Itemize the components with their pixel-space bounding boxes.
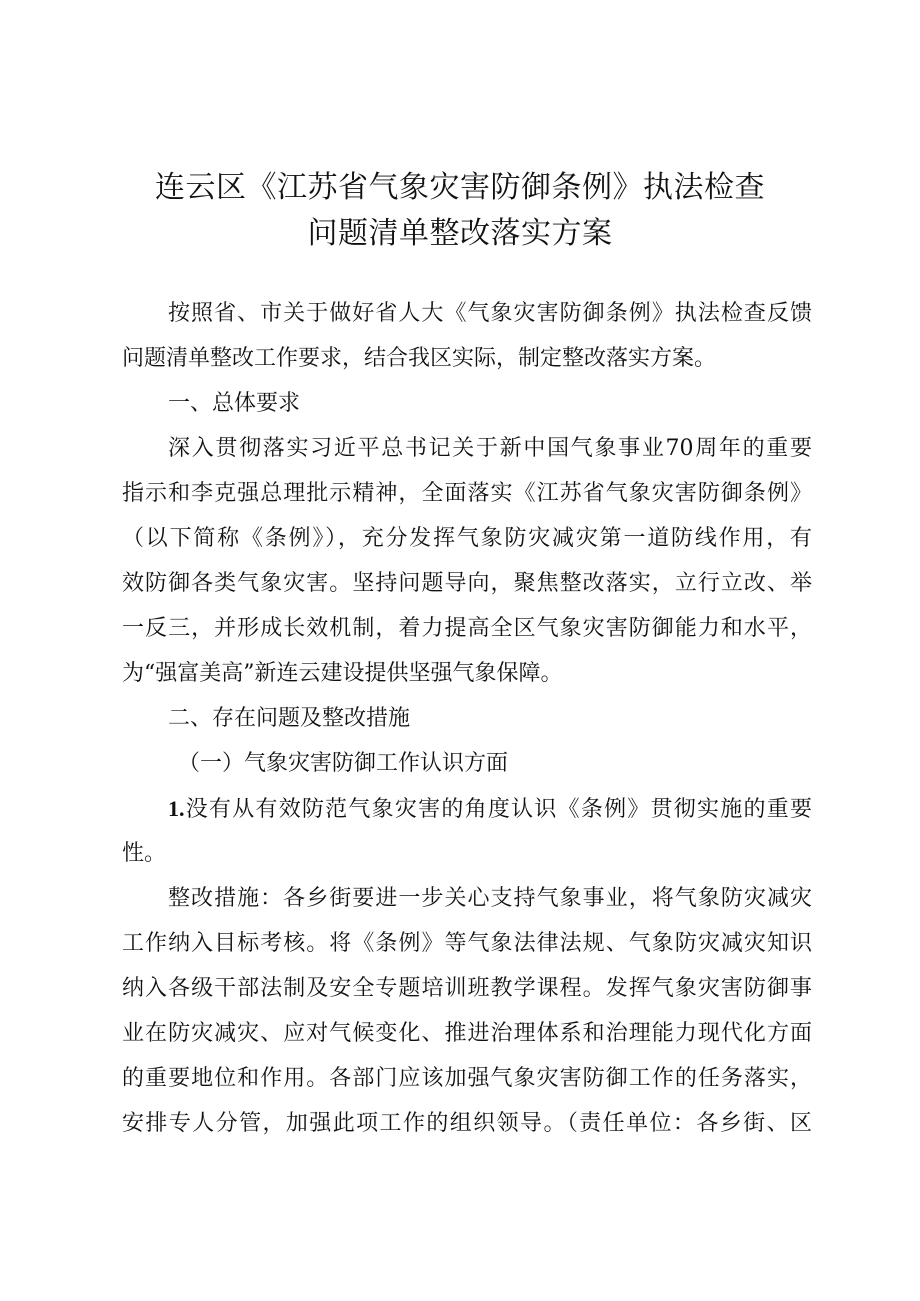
problem-item-number: 1. bbox=[168, 796, 185, 821]
document-title-line-2: 问题清单整改落实方案 bbox=[307, 216, 613, 251]
document-title-line-1: 连云区《江苏省气象灾害防御条例》执法检查 bbox=[155, 170, 765, 205]
measure-paragraph-line: 业在防灾减灾、应对气候变化、推进治理体系和治理能力现代化方面 bbox=[122, 1021, 812, 1046]
section1-paragraph-line: （以下简称《条例》），充分发挥气象防灾减灾第一道防线作用，有 bbox=[122, 526, 812, 551]
section1-paragraph-line: 深入贯彻落实习近平总书记关于新中国气象事业70周年的重要 bbox=[168, 436, 812, 461]
measure-paragraph-line: 纳入各级干部法制及安全专题培训班教学课程。发挥气象灾害防御事 bbox=[122, 976, 812, 1001]
measure-paragraph-line: 安排专人分管，加强此项工作的组织领导。（责任单位：各乡街、区 bbox=[122, 1111, 812, 1136]
problem-item-text: 没有从有效防范气象灾害的角度认识《条例》贯彻实施的重要 bbox=[184, 797, 812, 822]
section-heading-general-requirements: 一、总体要求 bbox=[168, 391, 301, 416]
problem-item-1-line bbox=[168, 794, 812, 825]
section1-paragraph-line: 效防御各类气象灾害。坚持问题导向，聚焦整改落实，立行立改、举 bbox=[122, 571, 812, 596]
measure-paragraph-line: 的重要地位和作用。各部门应该加强气象灾害防御工作的任务落实， bbox=[122, 1066, 812, 1091]
section1-paragraph-line: 为“强富美高”新连云建设提供坚强气象保障。 bbox=[122, 661, 563, 686]
intro-paragraph-line: 问题清单整改工作要求，结合我区实际，制定整改落实方案。 bbox=[122, 346, 717, 371]
section1-paragraph-line: 指示和李克强总理批示精神，全面落实《江苏省气象灾害防御条例》 bbox=[122, 481, 812, 506]
subsection-heading-awareness: （一）气象灾害防御工作认识方面 bbox=[178, 751, 509, 776]
measure-paragraph-line: 工作纳入目标考核。将《条例》等气象法律法规、气象防灾减灾知识 bbox=[122, 931, 812, 956]
section-heading-problems-and-measures: 二、存在问题及整改措施 bbox=[168, 706, 411, 731]
intro-paragraph-line: 按照省、市关于做好省人大《气象灾害防御条例》执法检查反馈 bbox=[168, 301, 812, 326]
problem-item-1-line: 性。 bbox=[122, 841, 167, 866]
section1-paragraph-line: 一反三，并形成长效机制，着力提高全区气象灾害防御能力和水平， bbox=[122, 616, 812, 641]
measure-paragraph-line: 整改措施：各乡街要进一步关心支持气象事业，将气象防灾减灾 bbox=[168, 886, 812, 911]
